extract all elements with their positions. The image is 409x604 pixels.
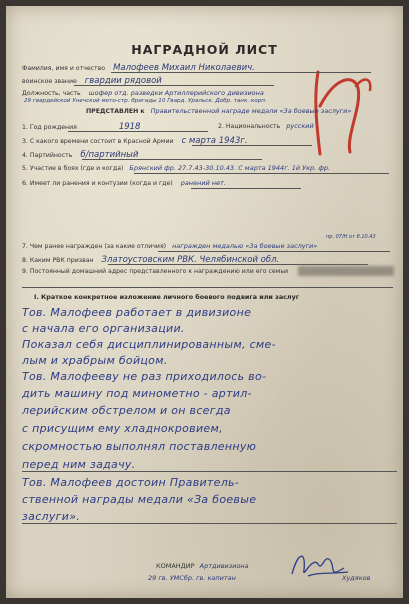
narrative-underline (22, 471, 397, 472)
field-prev-awards (22, 242, 393, 250)
narrative-line: ственной награды медали «За боевые (22, 493, 257, 506)
narrative-line: перед ним задачу. (22, 458, 136, 471)
wounds-underline (191, 188, 301, 189)
address-label: 9. Постоянный домашний адрес представленного к награждению или его семьи (22, 268, 289, 275)
position-value-1: шофер отд. разведки Артиллерийского дивизиона (88, 89, 264, 97)
name-underline (111, 72, 371, 73)
party-label: 4. Партийность (22, 152, 73, 159)
position-label: Должность, часть (22, 90, 81, 97)
field-presented (86, 107, 393, 115)
commander-label: КОМАНДИР (156, 562, 195, 570)
presented-value: Правительственной награде медали «За боевые заслуги» (150, 107, 352, 115)
battles-value: Брянский фр. 27.7.43-30.10.43. С марта 1944г. 1й Укр. фр. (129, 164, 331, 172)
service-value: с марта 1943г. (181, 136, 248, 146)
redacted-address (298, 266, 394, 276)
rank-label: воинское звание (22, 78, 77, 85)
field-position (22, 89, 393, 97)
field-wounds (22, 179, 393, 187)
narrative-line: Тов. Малофеев достоин Правитель- (22, 476, 240, 489)
position-value-2: 29 гвардейской Унечской мото-стр. бригады 10 Гвард. Уральск. Добр. танк. корп. (24, 98, 267, 104)
battles-underline (134, 173, 389, 174)
birth-underline (68, 131, 208, 132)
document-title: НАГРАДНОЙ ЛИСТ (131, 42, 278, 57)
birth-value: 1918 (118, 122, 141, 132)
birth-label: 1. Год рождения (22, 124, 77, 131)
wounds-label: 6. Имеет ли ранения и контузии (когда и где) (22, 180, 173, 187)
prev-awards-underline (158, 251, 390, 252)
service-underline (192, 145, 312, 146)
commander-value: Артдивизиона (199, 562, 249, 570)
narrative-line: Тов. Малофееву не раз приходилось во- (22, 370, 267, 383)
presented-label: ПРЕДСТАВЛЕН к (86, 108, 145, 115)
service-label: 3. С какого времени состоит в Красной Армии (22, 138, 174, 145)
signature-name: Худяков (342, 574, 371, 582)
prev-awards-value: награжден медалью «За боевые заслуги» (172, 242, 318, 250)
nationality-value: русский (286, 122, 314, 130)
party-underline (82, 159, 262, 160)
prev-awards-note: пр. 07/Н от 8.10.43 (326, 234, 376, 240)
rvk-value: Златоустовским РВК. Челябинской обл. (101, 255, 280, 265)
field-battles (22, 164, 393, 172)
wounds-value: ранений нет. (180, 179, 226, 187)
rank-value: гвардии рядовой (84, 76, 162, 86)
narrative-line: лерийским обстрелом и он всегда (22, 404, 231, 417)
section-divider (22, 287, 393, 288)
name-value: Малофеев Михаил Николаевич. (113, 63, 255, 73)
award-sheet (6, 6, 403, 598)
narrative-line: заслуги». (22, 510, 81, 523)
rank-underline (74, 85, 274, 86)
narrative-line: с присущим ему хладнокровием, (22, 422, 223, 435)
narrative-line: скромностью выполнял поставленную (22, 440, 257, 453)
rvk-label: 8. Каким РВК призван (22, 257, 94, 264)
battles-label: 5. Участие в боях (где и когда) (22, 165, 124, 172)
field-nationality (218, 122, 314, 130)
narrative-line: Тов. Малофеев работает в дивизионе (22, 306, 252, 319)
commander-unit: 29 гв. УМСбр. гв. капитан (148, 574, 236, 582)
commander-line (156, 562, 249, 570)
narrative-line: Показал себя дисциплинированным, сме- (22, 338, 276, 351)
narrative-line: лым и храбрым бойцом. (22, 354, 168, 367)
narrative-line: с начала его организации. (22, 322, 185, 335)
prev-awards-label: 7. Чем ранее награжден (за какие отличия) (22, 243, 167, 250)
nationality-label: 2. Национальность (218, 123, 281, 130)
party-value: б/партийный (80, 150, 139, 160)
narrative-line: дить машину под минометно - артил- (22, 387, 252, 400)
section-title: I. Краткое конкретное изложение личного боевого подвига или заслуг (34, 293, 300, 301)
narrative-underline (22, 523, 397, 524)
rvk-underline (108, 264, 368, 265)
name-label: Фамилия, имя и отчество (22, 65, 106, 72)
